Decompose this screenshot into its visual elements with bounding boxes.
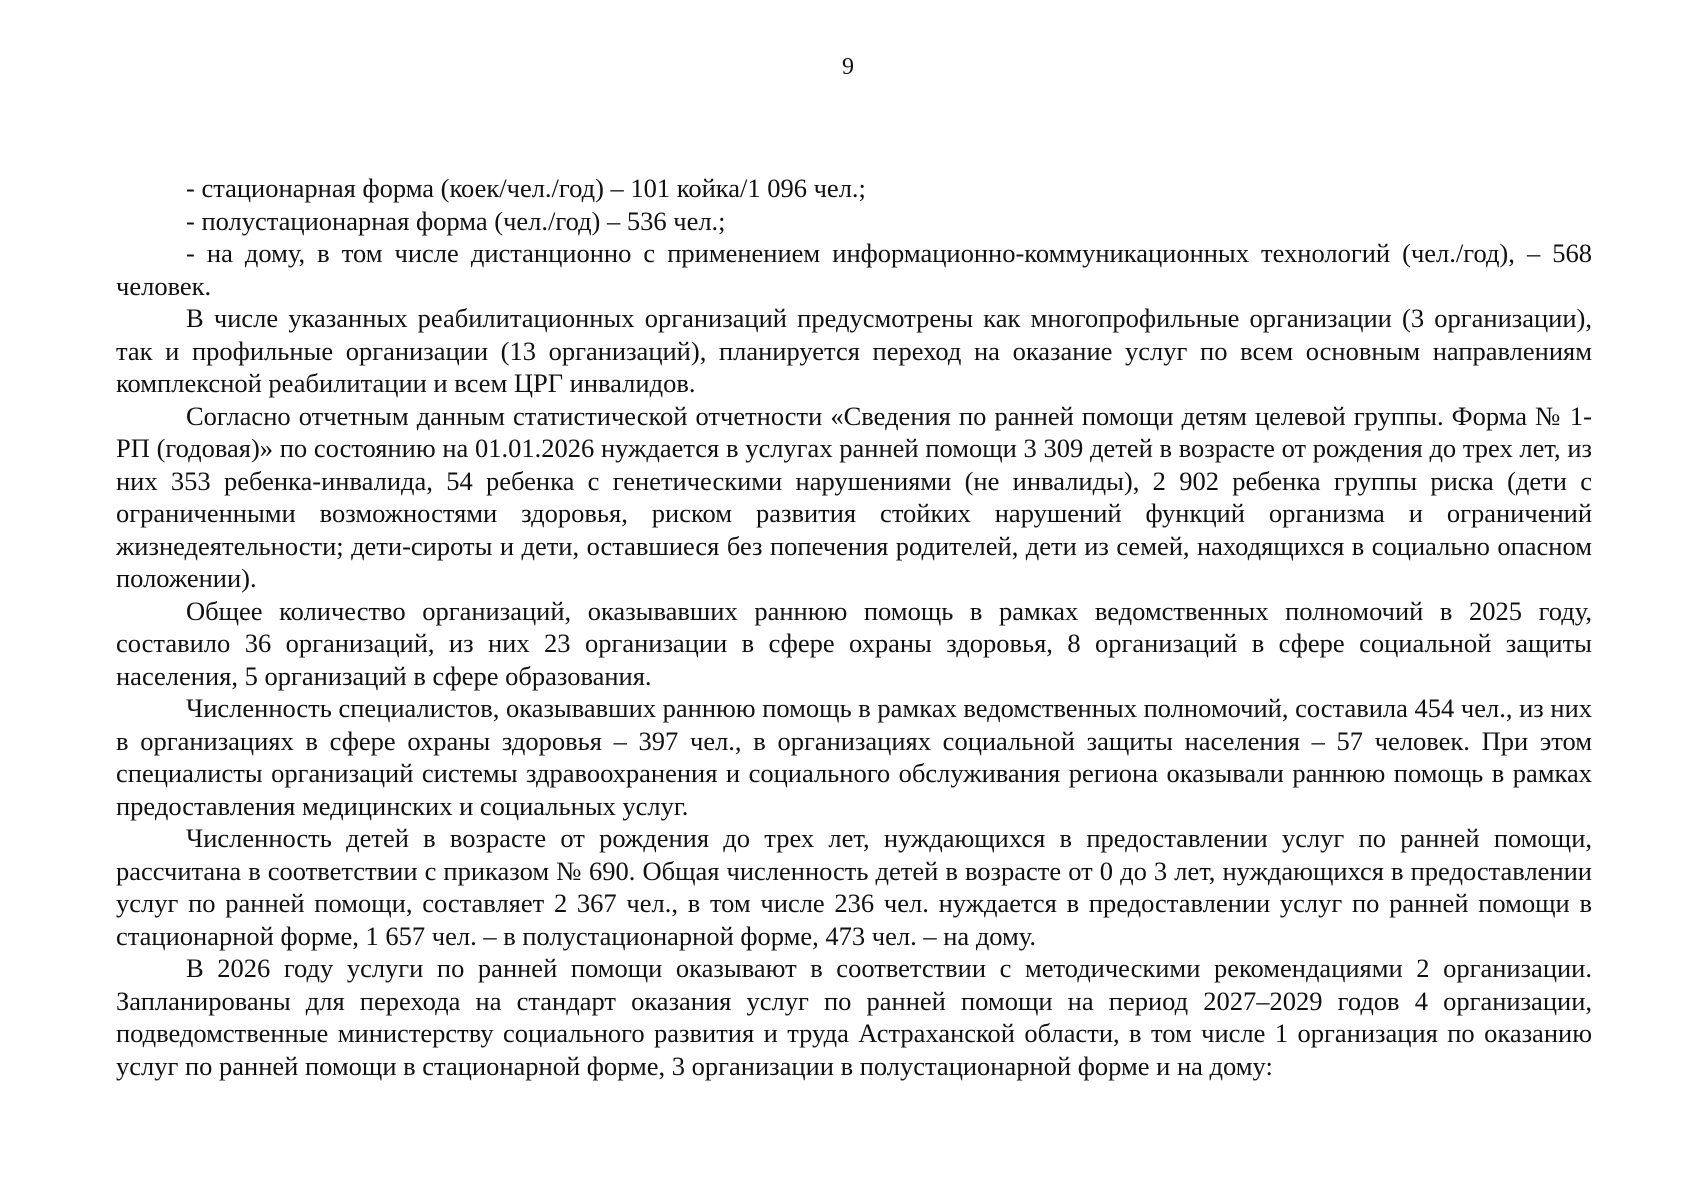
paragraph-planned-organizations: В 2026 году услуги по ранней помощи оказывают в соответствии с методическими рекомендациями 2 организации. Запланированы для перехода на стандарт оказания услуг по ранней помощи на период 2027–2029 годов 4 организации, подведомственные министерству социального развития и труда Астраханской области, в том числе 1 организация по оказанию услуг по ранней помощи в стационарной форме, 3 организации в полустационарной форме и на дому: bbox=[116, 953, 1592, 1081]
page-number: 9 bbox=[842, 54, 854, 80]
document-body bbox=[116, 172, 1592, 1082]
list-item-semi-stationary-form: - полустационарная форма (чел./год) – 536 чел.; bbox=[186, 205, 726, 236]
paragraph-children-count: Численность детей в возрасте от рождения до трех лет, нуждающихся в предоставлении услуг по ранней помощи, рассчитана в соответствии с приказом № 690. Общая численность детей в возрасте от 0 до 3 лет, нуждающихся в предоставлении услуг по ранней помощи, составляет 2 367 чел., в том числе 236 чел. нуждается в предоставлении услуг по ранней помощи в стационарной форме, 1 657 чел. – в полустационарной форме, 473 чел. – на дому. bbox=[116, 823, 1592, 951]
paragraph-specialists-count: Численность специалистов, оказывавших раннюю помощь в рамках ведомственных полномочий, составила 454 чел., из них в организациях в сфере охраны здоровья – 397 чел., в организациях социальной защиты населения – 57 человек. При этом специалисты организаций системы здравоохранения и социального обслуживания региона оказывали раннюю помощь в рамках предоставления медицинских и социальных услуг. bbox=[116, 693, 1592, 821]
paragraph-organizations-count: Общее количество организаций, оказывавших раннюю помощь в рамках ведомственных полномочий в 2025 году, составило 36 организаций, из них 23 организации в сфере охраны здоровья, 8 организаций в сфере социальной защиты населения, 5 организаций в сфере образования. bbox=[116, 595, 1592, 691]
list-item-stationary-form: - стационарная форма (коек/чел./год) – 101 койка/1 096 чел.; bbox=[186, 173, 866, 203]
paragraph-rehabilitation-organizations: В числе указанных реабилитационных организаций предусмотрены как многопрофильные организации (3 организации), так и профильные организации (13 организаций), планируется переход на оказание услуг по всем основным направлениям комплексной реабилитации и всем ЦРГ инвалидов. bbox=[116, 303, 1592, 398]
paragraph-statistical-data: Согласно отчетным данным статистической отчетности «Сведения по ранней помощи детям целевой группы. Форма № 1-РП (годовая)» по состоянию на 01.01.2026 нуждается в услугах ранней помощи 3 309 детей в возрасте от рождения до трех лет, из них 353 ребенка-инвалида, 54 ребенка с генетическими нарушениями (не инвалиды), 2 902 ребенка группы риска (дети с ограниченными возможностями здоровья, риском развития стойких нарушений функций организма и ограничений жизнедеятельности; дети-сироты и дети, оставшиеся без попечения родителей, дети из семей, находящихся в социально опасном положении). bbox=[116, 400, 1592, 593]
list-item-home-form: - на дому, в том числе дистанционно с применением информационно-коммуникационных технологий (чел./год), – 568 человек. bbox=[116, 238, 1592, 301]
